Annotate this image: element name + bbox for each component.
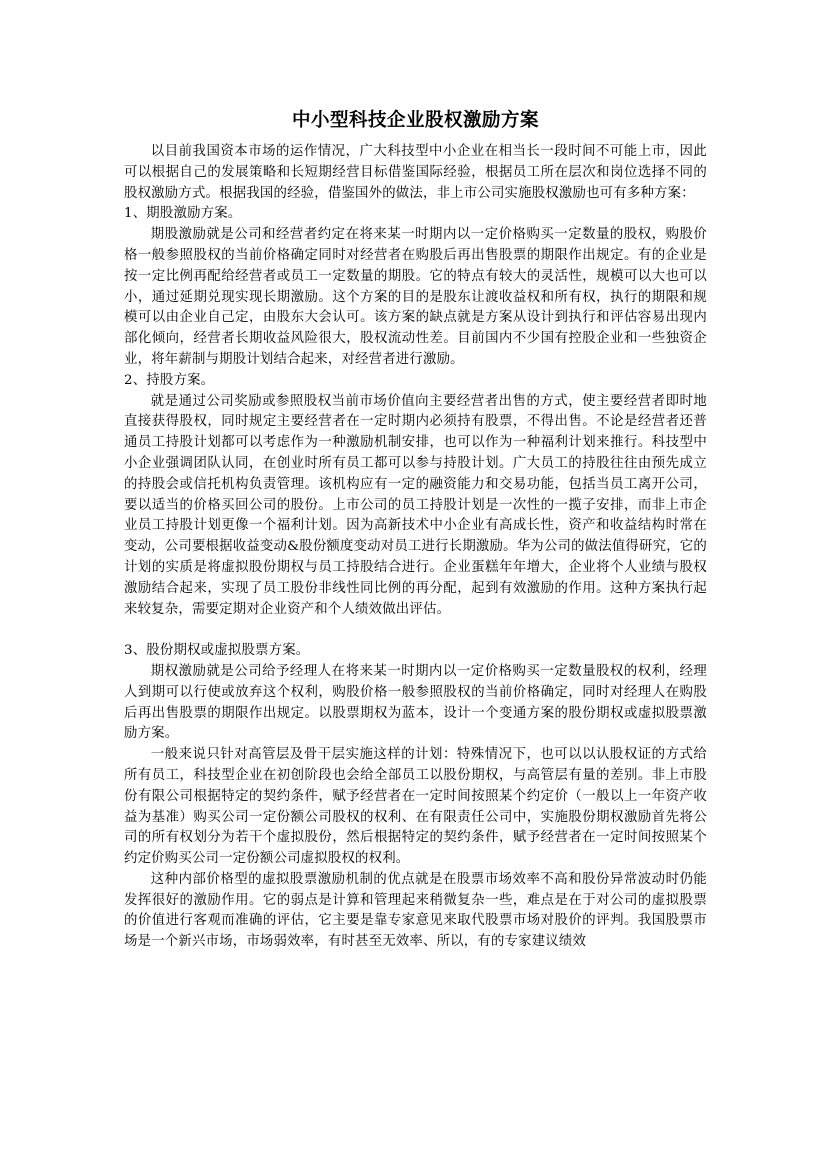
document-title: 中小型科技企业股权激励方案 xyxy=(291,110,539,131)
section-heading: 3、股份期权或虚拟股票方案。 xyxy=(124,643,310,659)
body-paragraph: 期股激励就是公司和经营者约定在将来某一时期内以一定价格购买一定数量的股权，购股价格一般参照股权的当前价格确定同时对经营者在购股后再出售股票的期限作出规定。有的企业是按一定比例再配给经营者或员工一定数量的期股。它的特点有较大的灵活性，规模可以大也可以小，通过延期兑现实现长期激励。这个方案的目的是股东让渡收益权和所有权，执行的期限和规模可以由企业自己定，由股东大会认可。该方案的缺点就是方案从设计到执行和评估容易出现内部化倾向，经营者长期收益风险很大，股权流动性差。目前国内不少国有控股企业和一些独资企业，将年薪制与期股计划结合起来，对经营者进行激励。 xyxy=(124,227,707,367)
body-paragraph: 以目前我国资本市场的运作情况，广大科技型中小企业在相当长一段时间不可能上市，因此可以根据自己的发展策略和长短期经营目标借鉴国际经验，根据员工所在层次和岗位选择不同的股权激励方式。根据我国的经验，借鉴国外的做法，非上市公司实施股权激励也可有多种方案： xyxy=(124,144,707,201)
body-paragraph: 就是通过公司奖励或参照股权当前市场价值向主要经营者出售的方式，使主要经营者即时地直接获得股权，同时规定主要经营者在一定时期内必须持有股票，不得出售。不论是经营者还普通员工持股计划都可以考虑作为一种激励机制安排，也可以作为一种福利计划来推行。科技型中小企业强调团队认同，在创业时所有员工都可以参与持股计划。广大员工的持股往往由预先成立的持股会或信托机构负责管理。该机构应有一定的融资能力和交易功能，包括当员工离开公司，要以适当的价格买回公司的股份。上市公司的员工持股计划是一次性的一揽子安排，而非上市企业员工持股计划更像一个福利计划。因为高新技术中小企业有高成长性，资产和收益结构时常在变动，公司要根据收益变动&股份额度变动对员工进行长期激励。华为公司的做法值得研究，它的计划的实质是将虚拟股份期权与员工持股结合进行。企业蛋糕年年增大，企业将个人业绩与股权激励结合起来，实现了员工股份非线性同比例的再分配，起到有效激励的作用。这种方案执行起来较复杂，需要定期对企业资产和个人绩效做出评估。 xyxy=(124,393,707,617)
section-heading: 1、期股激励方案。 xyxy=(124,206,242,222)
document-body xyxy=(124,142,707,953)
paragraph-gap xyxy=(124,620,707,641)
body-paragraph: 期权激励就是公司给予经理人在将来某一时期内以一定价格购买一定数量股权的权利，经理人到期可以行使或放弃这个权利，购股价格一般参照股权的当前价格确定，同时对经理人在购股后再出售股票的期限作出规定。以股票期权为蓝本，设计一个变通方案的股份期权或虚拟股票激励方案。 xyxy=(124,663,707,742)
body-paragraph: 一般来说只针对高管层及骨干层实施这样的计划：特殊情况下，也可以以认股权证的方式给所有员工，科技型企业在初创阶段也会给全部员工以股份期权，与高管层有量的差别。非上市股份有限公司根据特定的契约条件，赋予经营者在一定时间按照某个约定价（一般以上一年资产收益为基准）购买公司一定份额公司股权的权利、在有限责任公司中，实施股份期权激励首先将公司的所有权划分为若干个虚拟股份，然后根据特定的契约条件，赋予经营者在一定时间按照某个约定价购买公司一定份额公司虚拟股权的权利。 xyxy=(124,747,707,867)
body-paragraph: 这种内部价格型的虚拟股票激励机制的优点就是在股票市场效率不高和股份异常波动时仍能发挥很好的激励作用。它的弱点是计算和管理起来稍微复杂一些，难点是在于对公司的虚拟股票的价值进行客观而准确的评估，它主要是靠专家意见来取代股票市场对股价的评判。我国股票市场是一个新兴市场，市场弱效率，有时甚至无效率、所以，有的专家建议绩效 xyxy=(124,871,707,950)
section-heading: 2、持股方案。 xyxy=(124,372,215,388)
